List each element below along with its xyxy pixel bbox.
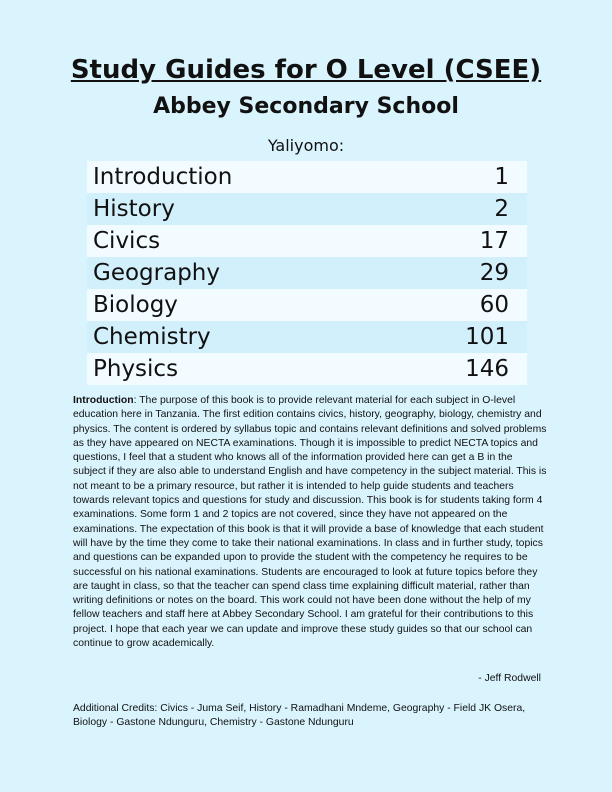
introduction-text: : The purpose of this book is to provide relevant material for each subject in O-level education here in Tanzania. The first edition contains civics, history, geography, biology, chemistry and physics. The content is ordered by syllabus topic and contains relevant definitions and solved problems as they have appeared on NECTA examinations. Though it is impossible to predict NECTA topics and questions, I feel that a student who knows all of the information provided here can get a B in the subject if they are also able to understand English and have competency in the subject material. This is not meant to be a primary resource, but rather it is intended to help guide students and teachers towards relevant topics and questions for study and discussion. This book is for students taking form 4 examinations. Some form 1 and 2 topics are not covered, since they have not appeared on the examinations. The expectation of this book is that it will provide a base of knowledge that each student will have by the time they come to take their national examinations. In class and in further study, topics and questions can be expanded upon to provide the student with the competency he requires to be successful on his national examinations. Students are encouraged to look at future topics before they are taught in class, so that the teacher can spend class time explaining difficult material, rather than writing definitions or notes on the board. This work could not have been done without the help of my fellow teachers and staff here at Abbey Secondary School. I am grateful for their contributions to this project. I hope that each year we can update and improve these study guides so that our school can continue to grow academically.	[73, 395, 547, 650]
toc-label: Geography	[93, 260, 220, 286]
toc-row-biology[interactable]	[87, 289, 527, 321]
additional-credits: Additional Credits: Civics - Juma Seif, History - Ramadhani Mndeme, Geography - Field JK Osera, Biology - Gastone Ndunguru, Chemistry - Gastone Ndunguru	[73, 703, 526, 729]
toc-heading: Yaliyomo:	[267, 136, 345, 155]
toc-row-physics[interactable]	[87, 353, 527, 385]
toc-label: Introduction	[93, 164, 233, 190]
toc-page-number: 101	[465, 324, 509, 350]
toc-page-number: 1	[494, 164, 509, 190]
introduction-label: Introduction	[73, 395, 134, 406]
toc-row-history[interactable]	[87, 193, 527, 225]
toc-page-number: 29	[479, 260, 509, 286]
toc-row-geography[interactable]	[87, 257, 527, 289]
toc-label: Chemistry	[93, 324, 211, 350]
school-name: Abbey Secondary School	[153, 94, 459, 119]
toc-page-number: 17	[479, 228, 509, 254]
introduction-paragraph	[73, 394, 547, 651]
toc-row-civics[interactable]	[87, 225, 527, 257]
author-signature: - Jeff Rodwell	[478, 673, 541, 684]
toc-label: Biology	[93, 292, 178, 318]
toc-page-number: 2	[494, 196, 509, 222]
table-of-contents	[87, 161, 527, 385]
toc-page-number: 60	[479, 292, 509, 318]
toc-row-chemistry[interactable]	[87, 321, 527, 353]
toc-label: Civics	[93, 228, 161, 254]
toc-row-introduction[interactable]	[87, 161, 527, 193]
toc-label: Physics	[93, 356, 179, 382]
toc-label: History	[93, 196, 175, 222]
toc-page-number: 146	[465, 356, 509, 382]
document-title: Study Guides for O Level (CSEE)	[70, 55, 542, 85]
